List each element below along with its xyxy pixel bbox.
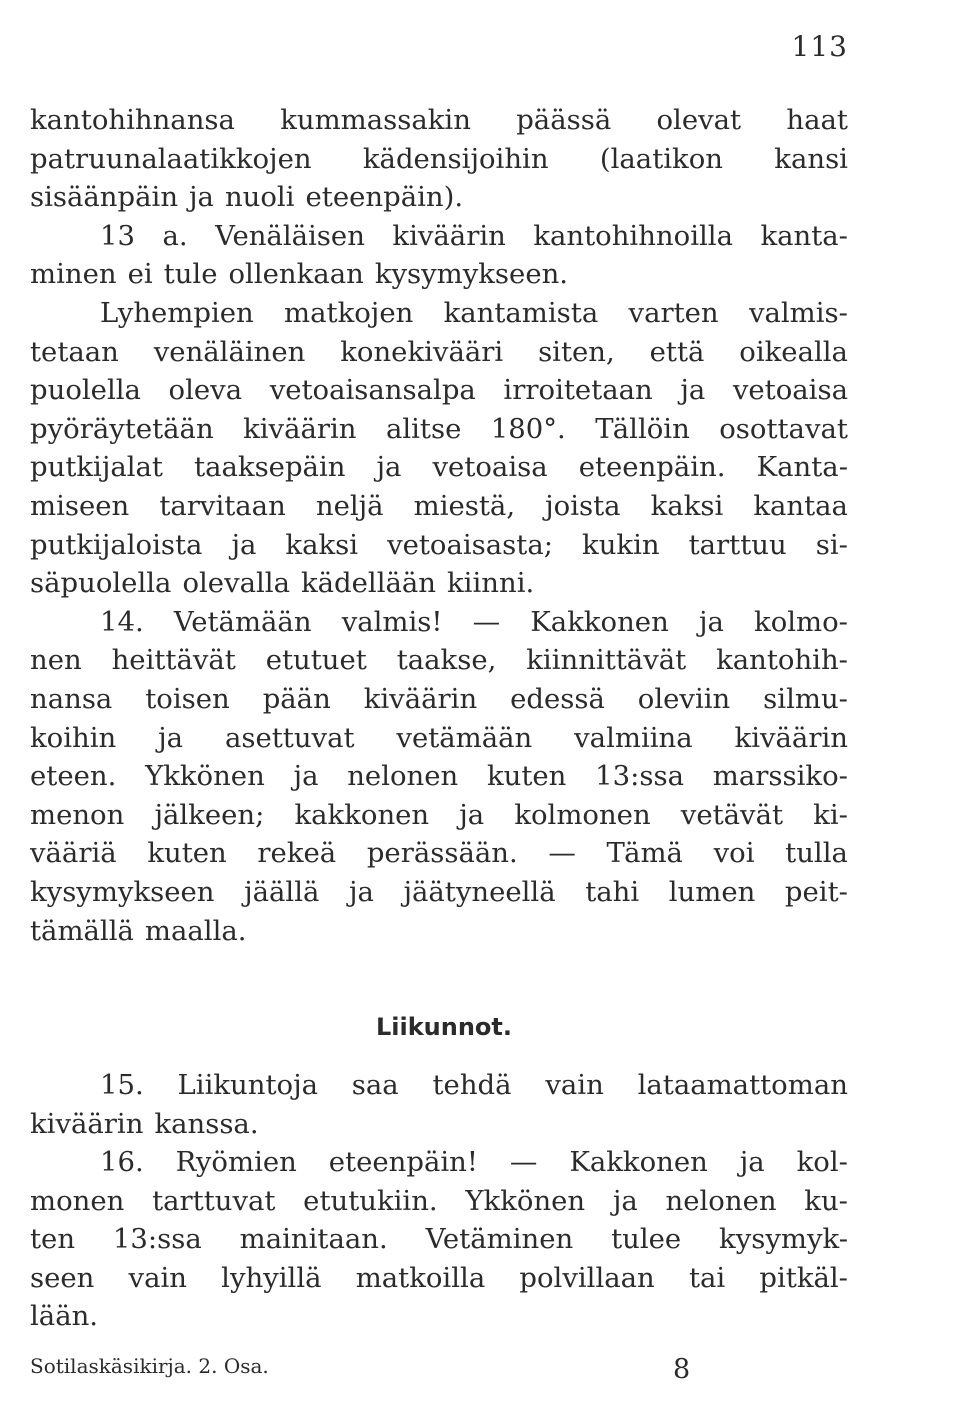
word: kaksi [650, 490, 724, 522]
word: etutuet [265, 644, 367, 677]
word: kiinnittävät [526, 644, 687, 677]
word: kiinni. [447, 567, 535, 600]
word: päässä [516, 104, 612, 136]
text-line [30, 718, 848, 758]
word: si- [815, 528, 848, 561]
word: kanta- [760, 219, 848, 252]
text-line [30, 525, 848, 565]
word: kanssa. [154, 1107, 259, 1140]
word: vetoaisansalpa [269, 374, 476, 407]
word: tämällä [30, 914, 134, 947]
text-line [30, 409, 848, 449]
word: vetoaisa [732, 374, 848, 407]
word: toisen [145, 683, 230, 715]
word: pyöräytetään [30, 412, 214, 445]
word: tetaan [30, 335, 119, 368]
word: asettuvat [224, 721, 355, 754]
word: ja [293, 760, 319, 793]
word: säpuolella [30, 567, 172, 600]
page-number: 113 [791, 30, 848, 63]
text-line [100, 602, 848, 642]
word: voi [713, 837, 755, 870]
word: Kanta- [756, 451, 848, 484]
word: miseen [30, 490, 130, 522]
text-line [30, 833, 848, 873]
word: tulla [785, 837, 848, 870]
text-line [30, 911, 848, 951]
word: tehdä [432, 1069, 512, 1101]
word: vain [545, 1069, 604, 1101]
text-line [30, 486, 848, 526]
text-line [30, 756, 848, 796]
word: pitkäl- [759, 1261, 848, 1294]
word: 16. [100, 1146, 144, 1178]
word: ja [158, 721, 184, 754]
word: jäällä [244, 876, 320, 908]
word: putkijaloista [30, 528, 203, 561]
text-line [30, 370, 848, 410]
word: heittävät [111, 644, 236, 677]
word: kysymykseen [30, 876, 215, 908]
word: irroitetaan [503, 374, 653, 407]
text-line [30, 872, 848, 912]
text-line [100, 1142, 848, 1182]
word: ki- [813, 798, 848, 831]
word: olevat [656, 104, 742, 136]
word: menon [30, 798, 125, 831]
word: minen [30, 258, 117, 291]
text-line [100, 293, 848, 333]
word: kuten [147, 837, 227, 870]
word: ten [30, 1223, 76, 1255]
word: kiväärin [243, 412, 357, 445]
text-line [100, 216, 848, 256]
word: saa [351, 1069, 399, 1101]
word: rekeä [257, 837, 337, 870]
word: eteenpäin! [328, 1146, 478, 1178]
text-line [30, 1104, 848, 1144]
text-line [30, 1219, 848, 1259]
word: ja [698, 605, 724, 638]
word: silmu- [763, 683, 848, 715]
word: kantohih- [716, 644, 848, 677]
word: maalla. [144, 914, 247, 947]
word: varten [628, 297, 719, 329]
word: Kakkonen [569, 1146, 708, 1178]
word: Tällöin [595, 412, 690, 445]
word: kädellään [300, 567, 437, 600]
word: miestä, [413, 490, 516, 522]
word: kansi [774, 142, 848, 175]
word: kol- [796, 1146, 848, 1178]
word: Liikuntoja [177, 1069, 318, 1101]
word: (laatikon [599, 142, 723, 175]
word: nuoli [224, 181, 295, 214]
word: oikealla [739, 335, 848, 368]
word: vääriä [30, 837, 117, 870]
word: kantohihnoilla [533, 219, 733, 252]
word: taaksepäin [194, 451, 346, 484]
text-line [30, 679, 848, 719]
word: nelonen [665, 1184, 777, 1217]
word: vetoaisasta; [387, 528, 554, 561]
word: kolmonen [514, 798, 651, 831]
word: vetämään [396, 721, 533, 754]
word: putkijalat [30, 451, 163, 484]
word: Ryömien [175, 1146, 297, 1178]
word: kantohihnansa [30, 104, 235, 136]
word: 13 [100, 219, 135, 252]
text-line [30, 1181, 848, 1221]
word: eteenpäin. [578, 451, 726, 484]
word: matkoilla [355, 1261, 486, 1294]
word: oleviin [637, 683, 731, 715]
word: tarttuvat [152, 1184, 276, 1217]
word: koihin [30, 721, 117, 754]
word: siten, [538, 335, 615, 368]
word: olevalla [182, 567, 290, 600]
word: ei [127, 258, 153, 291]
word: neljä [315, 490, 384, 522]
word: Ykkönen [465, 1184, 586, 1217]
word: ja [231, 528, 257, 561]
text-line [30, 563, 848, 603]
text-line [30, 332, 848, 372]
word: jäätyneellä [403, 876, 556, 908]
word: 15. [100, 1069, 144, 1101]
section-heading: Liikunnot. [375, 1013, 513, 1041]
word: Kakkonen [530, 605, 669, 638]
word: — [472, 605, 501, 638]
word: ja [680, 374, 706, 407]
word: lyhyillä [221, 1261, 322, 1294]
word: Ykkönen [145, 760, 265, 793]
word: 13:ssa [595, 760, 685, 793]
word: kuten [486, 760, 567, 793]
word: patruunalaatikkojen [30, 142, 312, 175]
word: pään [262, 683, 331, 715]
word: kolmo- [754, 605, 848, 638]
word: perässään. [366, 837, 518, 870]
text-line [100, 1065, 848, 1105]
text-line [30, 139, 848, 179]
word: että [649, 335, 705, 368]
word: ja [459, 798, 485, 831]
text-line [30, 447, 848, 487]
footer-signature: Sotilaskäsikirja. 2. Osa. [30, 1354, 269, 1378]
text-line [30, 1258, 848, 1298]
word: — [509, 1146, 538, 1178]
word: tulee [611, 1223, 682, 1255]
word: 180°. [490, 412, 566, 445]
word: eteen. [30, 760, 117, 793]
word: osottavat [719, 412, 848, 445]
word: 13:ssa [112, 1223, 202, 1255]
word: ja [348, 876, 374, 908]
word: Vetämään [173, 605, 312, 638]
word: ja [189, 181, 214, 214]
word: taakse, [396, 644, 497, 677]
word: seen [30, 1261, 95, 1294]
word: lataamattoman [637, 1069, 848, 1101]
word: etutukiin. [303, 1184, 438, 1217]
word: tarvitaan [159, 490, 286, 522]
word: monen [30, 1184, 125, 1217]
word: ku- [804, 1184, 848, 1217]
word: kysymykseen. [374, 258, 569, 291]
text-line [30, 177, 848, 217]
text-line [30, 100, 848, 140]
word: nansa [30, 683, 113, 715]
word: joista [545, 490, 621, 522]
word: kädensijoihin [362, 142, 549, 175]
word: valmiina [574, 721, 693, 754]
text-line [30, 254, 848, 294]
word: lumen [668, 876, 756, 908]
word: kantaa [753, 490, 848, 522]
word: jälkeen; [154, 798, 265, 831]
word: edessä [510, 683, 605, 715]
word: Venäläisen [215, 219, 365, 252]
word: Vetäminen [425, 1223, 574, 1255]
word: haat [786, 104, 848, 136]
word: nelonen [347, 760, 459, 793]
word: matkojen [284, 297, 414, 329]
word: tule [163, 258, 218, 291]
word: vetoaisa [432, 451, 548, 484]
word: Tämä [606, 837, 683, 870]
word: kysymyk- [719, 1223, 848, 1255]
word: kiväärin [392, 219, 506, 252]
word: puolella [30, 374, 141, 407]
word: vetävät [680, 798, 784, 831]
word: kantamista [443, 297, 599, 329]
word: kummassakin [280, 104, 471, 136]
word: kakkonen [294, 798, 430, 831]
footer-sheet-number: 8 [673, 1354, 691, 1385]
word: sisäänpäin [30, 181, 179, 214]
word: lään. [30, 1300, 99, 1332]
word: vain [128, 1261, 187, 1294]
word: konekivääri [340, 335, 504, 368]
word: valmis! [341, 605, 443, 638]
word: eteenpäin). [305, 181, 464, 214]
word: tai [688, 1261, 726, 1294]
word: tahi [585, 876, 640, 908]
word: oleva [168, 374, 243, 407]
word: mainitaan. [239, 1223, 388, 1255]
word: kukin [582, 528, 660, 561]
word: venäläinen [153, 335, 306, 368]
word: tarttuu [688, 528, 787, 561]
word: kiväärin [363, 683, 478, 715]
word: a. [162, 219, 188, 252]
word: alitse [385, 412, 462, 445]
word: ja [739, 1146, 765, 1178]
word: kiväärin [734, 721, 848, 754]
word: polvillaan [519, 1261, 655, 1294]
word: kaksi [285, 528, 359, 561]
word: marssiko- [712, 760, 848, 793]
text-line [30, 640, 848, 680]
word: valmis- [748, 297, 848, 329]
word: — [548, 837, 576, 870]
word: nen [30, 644, 82, 677]
word: ja [376, 451, 402, 484]
word: ollenkaan [228, 258, 364, 291]
word: 14. [100, 605, 144, 638]
word: ja [612, 1184, 638, 1217]
word: Lyhempien [100, 297, 254, 329]
text-line [30, 795, 848, 835]
word: kiväärin [30, 1107, 144, 1140]
word: peit- [784, 876, 848, 908]
text-line [30, 1296, 848, 1336]
